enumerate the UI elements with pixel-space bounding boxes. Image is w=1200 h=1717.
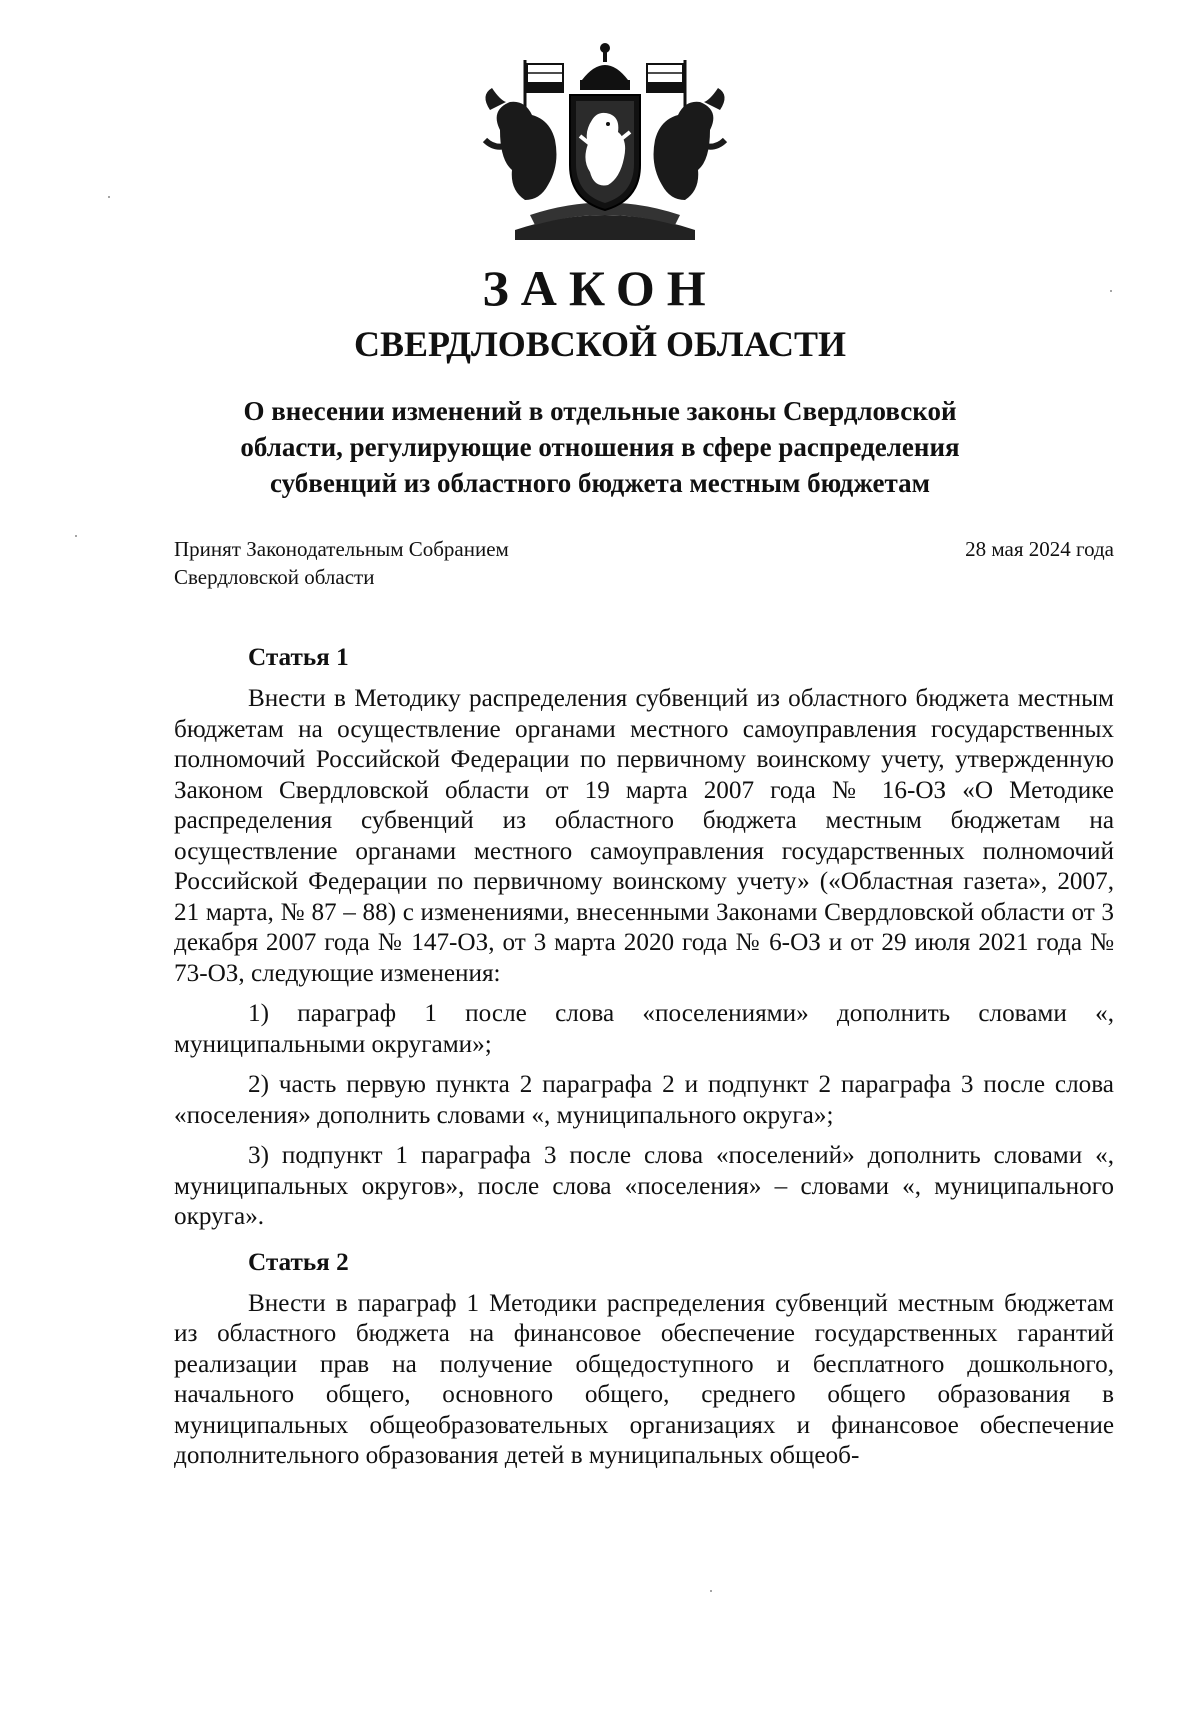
- scan-speck: [710, 1590, 712, 1592]
- article-1-item-2: 2) часть первую пункта 2 параграфа 2 и подпункт 2 параграфа 3 после слова «поселения» дополнить словами «, муниципального округа»;: [174, 1071, 1114, 1129]
- scan-speck: [108, 196, 110, 198]
- article-2-heading: Статья 2: [248, 1248, 349, 1276]
- adoption-line-2: Свердловской области: [174, 565, 375, 589]
- law-subject-title: О внесении изменений в отдельные законы Свердловской области, регулирующие отношения в сфере распределения субвенций из областного бюджета местным бюджетам: [240, 396, 960, 498]
- law-title: ЗАКОН: [482, 260, 718, 316]
- adoption-info: [174, 535, 674, 591]
- article-1-heading: Статья 1: [248, 644, 349, 671]
- adoption-date: 28 мая 2024 года: [965, 537, 1114, 561]
- adoption-line-1: Принят Законодательным Собранием: [174, 537, 509, 561]
- scan-speck: [1110, 290, 1112, 292]
- scan-speck: [75, 535, 77, 537]
- article-2-intro: Внести в параграф 1 Методики распределения субвенций местным бюджетам из областного бюджета на финансовое обеспечение государственных гарантий реализации прав на получение общедоступного и бесплатного дошкольного, начального общего, основного общего, среднего общего образования в муниципальных общеобразовательных организациях и финансовое обеспечение дополнительного образования детей в муниципальных общеоб-: [174, 1289, 1114, 1469]
- coat-of-arms-icon: [470, 40, 740, 245]
- article-1-item-1: 1) параграф 1 после слова «поселениями» дополнить словами «, муниципальными округами»;: [174, 1000, 1114, 1058]
- article-1-item-3: 3) подпункт 1 параграфа 3 после слова «поселений» дополнить словами «, муниципальных округов», после слова «поселения» – словами «, муниципального округа».: [174, 1142, 1114, 1230]
- article-1-intro: Внести в Методику распределения субвенций из областного бюджета местным бюджетам на осуществление органами местного самоуправления государственных полномочий Российской Федерации по первичному воинскому учету, утвержденную Законом Свердловской области от 19 марта 2007 года № 16-ОЗ «О Методике распределения субвенций из областного бюджета местным бюджетам на осуществление органами местного самоуправления государственных полномочий Российской Федерации по первичному воинскому учету» («Областная газета», 2007, 21 марта, № 87 – 88) с изменениями, внесенными Законами Свердловской области от 3 декабря 2007 года № 147-ОЗ, от 3 марта 2020 года № 6-ОЗ и от 29 июля 2021 года № 73-ОЗ, следующие изменения:: [174, 685, 1114, 987]
- law-body: [174, 642, 1114, 1472]
- region-title: СВЕРДЛОВСКОЙ ОБЛАСТИ: [354, 324, 846, 364]
